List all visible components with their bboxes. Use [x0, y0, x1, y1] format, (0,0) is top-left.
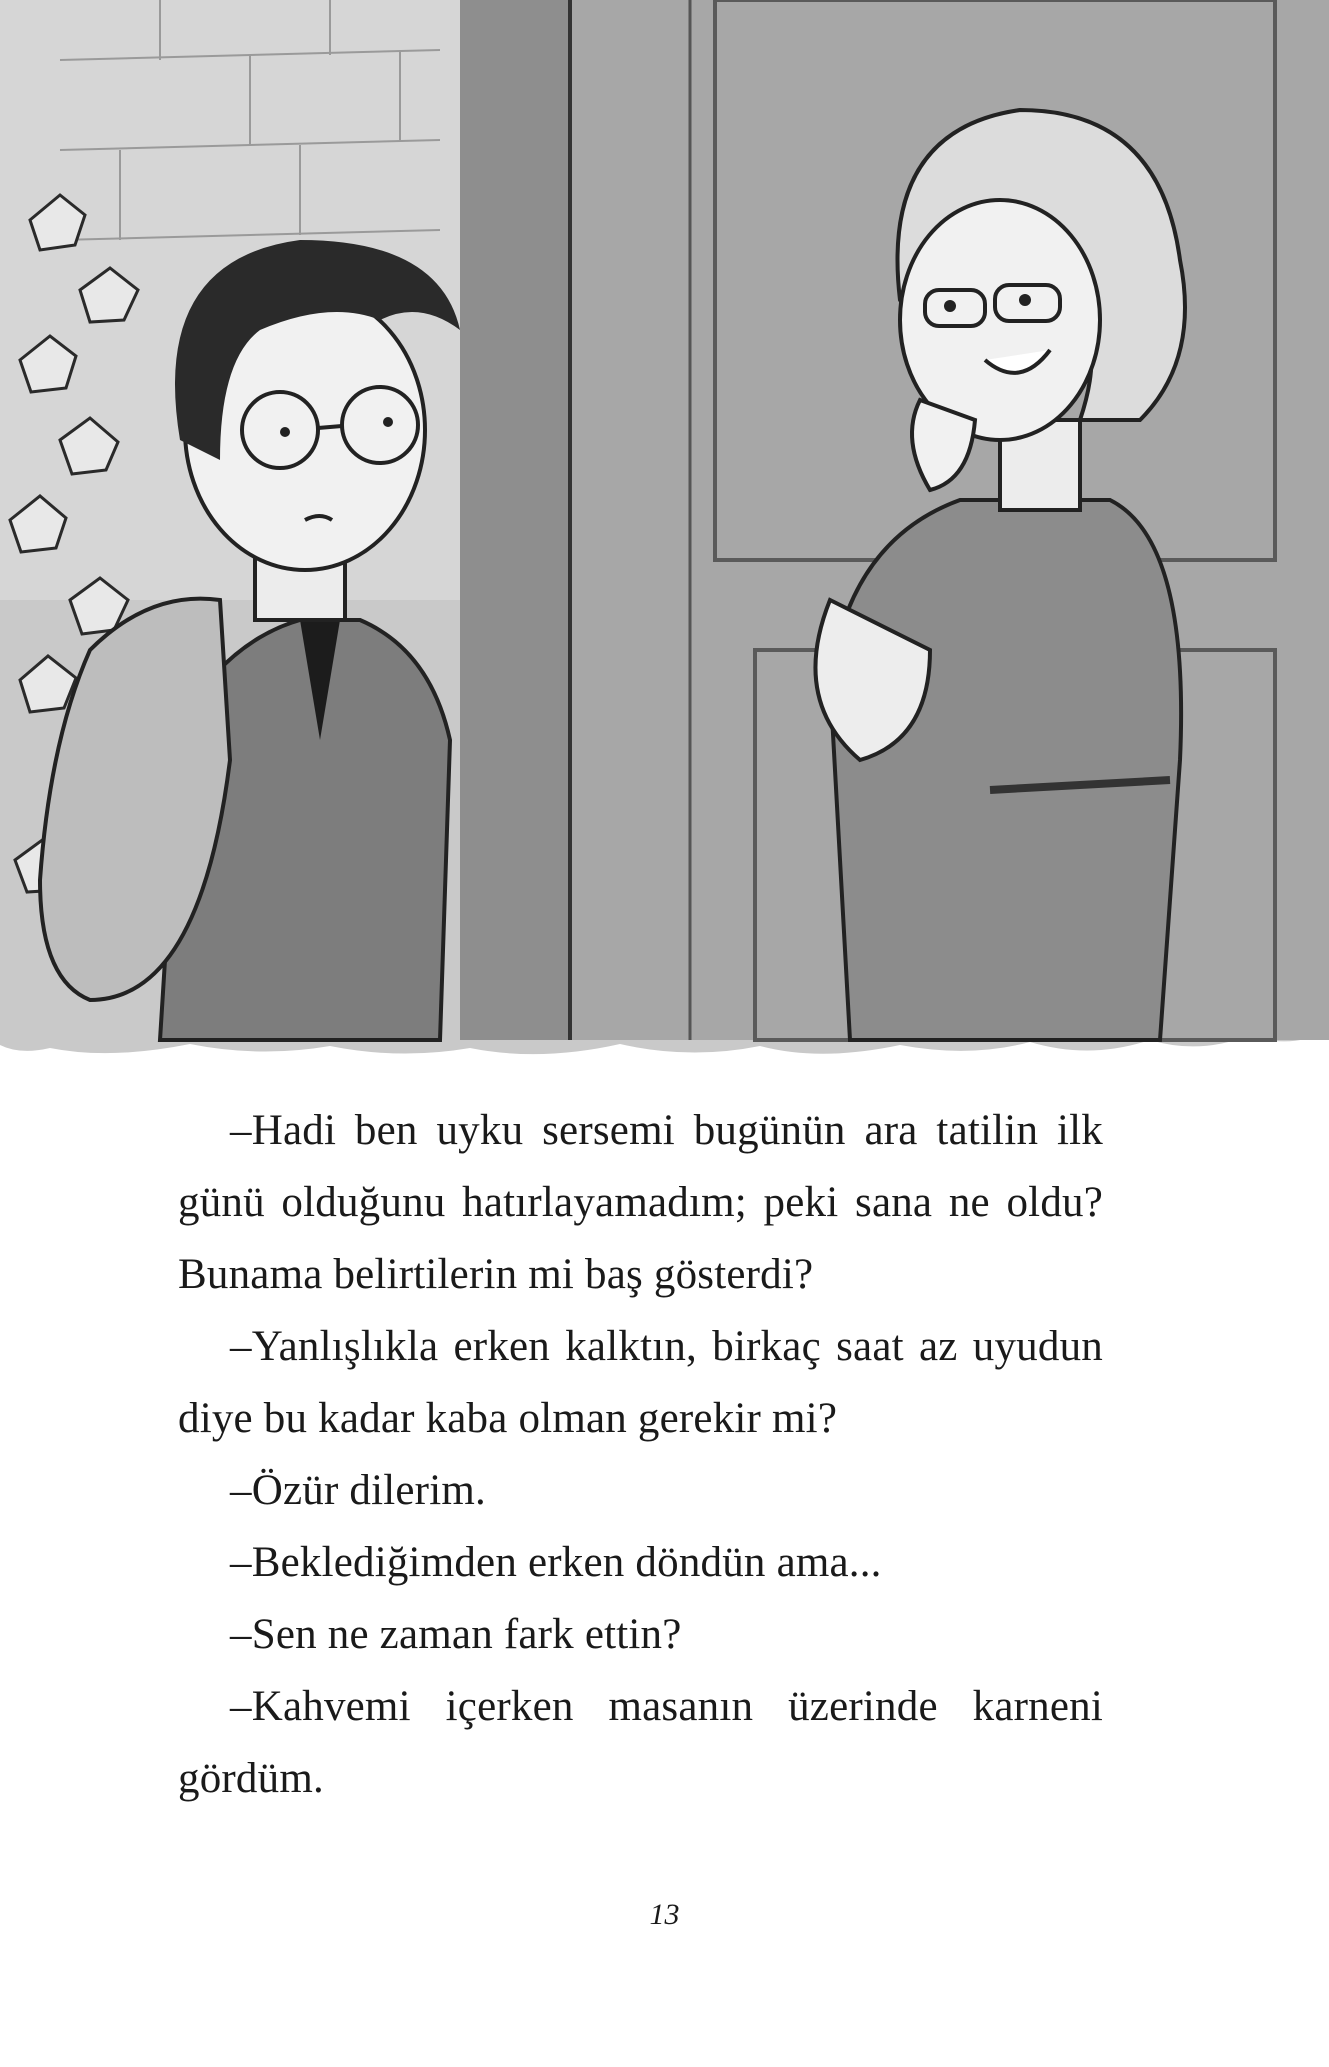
- paragraph: –Özür dilerim.: [230, 1467, 486, 1514]
- page-number: 13: [649, 1898, 680, 1931]
- door-frame: [460, 0, 570, 1040]
- paragraph: –Kahvemi içerken masanın üzerinde karneni gördüm.: [178, 1683, 1103, 1802]
- paragraph: –Hadi ben uyku sersemi bugünün ara tatilin ilk günü olduğunu hatırlayamadım; peki sana ne oldu? Bunama belirtilerin mi baş gösterdi?: [178, 1107, 1103, 1298]
- paragraph: –Beklediğimden erken döndün ama...: [230, 1539, 882, 1586]
- paragraph: –Yanlışlıkla erken kalktın, birkaç saat az uyudun diye bu kadar kaba olman gerekir mi?: [178, 1323, 1103, 1442]
- body-text: [178, 1095, 1103, 1815]
- paragraph: –Sen ne zaman fark ettin?: [230, 1611, 682, 1658]
